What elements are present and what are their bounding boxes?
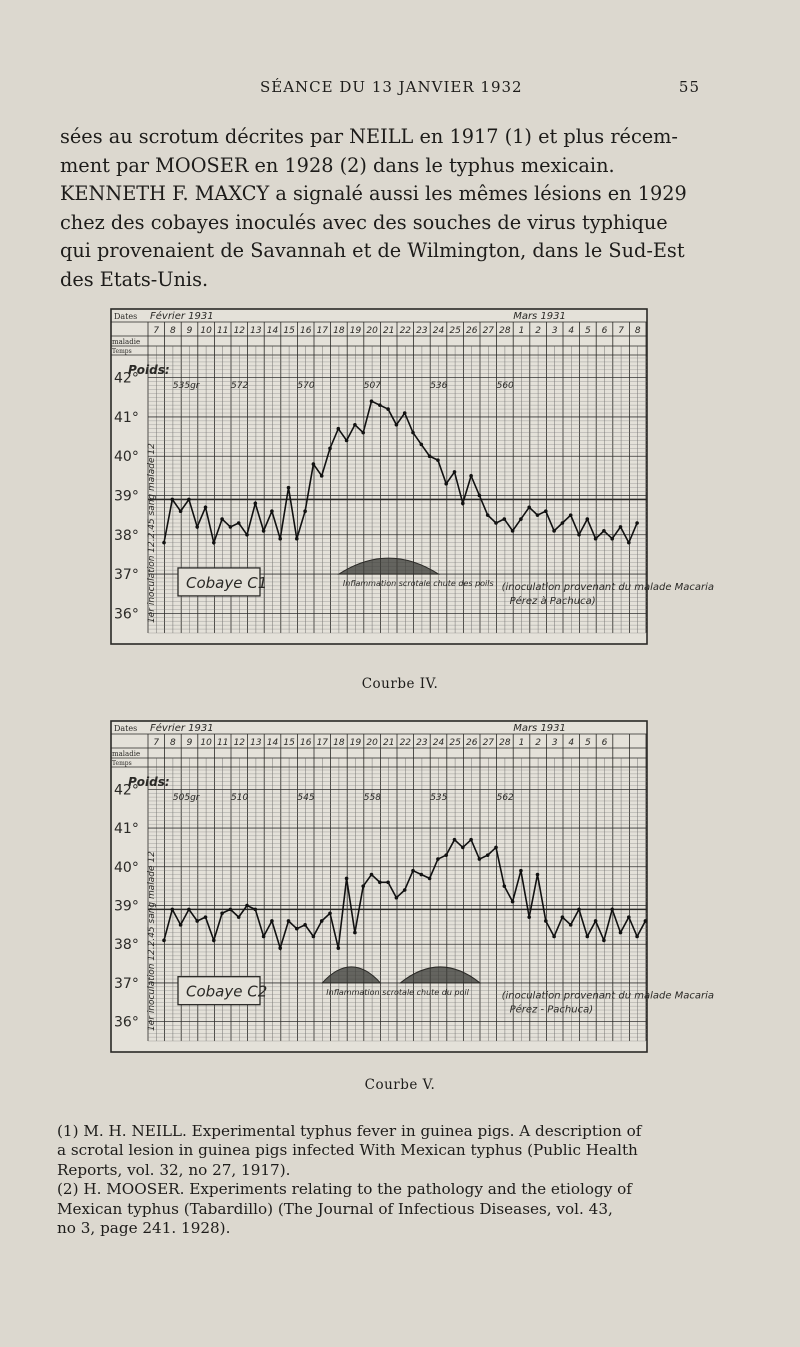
day-number: 5	[585, 326, 591, 336]
temperature-point	[444, 853, 448, 857]
temperature-point	[328, 911, 332, 915]
temperature-point	[320, 474, 324, 478]
day-number: 20	[366, 738, 378, 748]
day-number: 27	[482, 738, 495, 748]
temperature-point	[527, 505, 531, 509]
temps-label: Temps	[112, 760, 132, 767]
day-number: 1	[518, 738, 525, 748]
temperature-point	[469, 474, 473, 478]
temperature-point	[237, 915, 241, 919]
origin-annotation: (inoculation provenant du malade Macaria	[501, 581, 715, 593]
temperature-point	[503, 884, 507, 888]
temperature-point	[461, 502, 465, 506]
temperature-point	[204, 505, 208, 509]
y-tick-label: 42°	[114, 370, 139, 387]
weight-value: 510	[231, 793, 249, 803]
day-number: 7	[153, 326, 160, 336]
temperature-point	[619, 525, 623, 529]
temperature-point	[486, 513, 490, 517]
temperature-point	[287, 919, 291, 923]
origin-annotation: Pérez - Pachuca)	[509, 1004, 594, 1016]
day-number: 6	[601, 738, 608, 748]
footnote-line: Reports, vol. 32, no 27, 1917).	[57, 1160, 291, 1179]
day-number: 18	[333, 326, 345, 336]
temperature-point	[171, 908, 175, 912]
day-number: 14	[266, 738, 279, 748]
day-number: 11	[216, 326, 229, 336]
temperature-point	[270, 509, 274, 513]
temps-label: Temps	[112, 348, 132, 355]
month-label-2: Mars 1931	[513, 723, 566, 734]
day-number: 9	[186, 326, 193, 336]
day-number: 7	[618, 326, 624, 336]
day-number: 8	[634, 326, 641, 336]
y-tick-label: 42°	[114, 782, 139, 799]
origin-annotation: Pérez à Pachuca)	[509, 595, 596, 607]
dates-label: Dates	[114, 724, 138, 733]
temperature-point	[328, 447, 332, 451]
day-number: 1	[518, 326, 525, 336]
temperature-point	[627, 915, 631, 919]
cobaye-label: Cobaye C2	[186, 982, 268, 1001]
temperature-point	[411, 431, 415, 435]
poids-label: Poids:	[128, 363, 170, 377]
y-tick-label: 40°	[114, 449, 139, 466]
day-number: 17	[316, 738, 329, 748]
day-number: 13	[250, 326, 262, 336]
temperature-point	[428, 454, 432, 458]
temperature-point	[312, 935, 316, 939]
maladie-label: maladie	[112, 750, 141, 758]
cobaye-label: Cobaye C1	[186, 573, 268, 592]
temperature-point	[237, 521, 241, 525]
temperature-point	[469, 838, 473, 842]
y-tick-label: 41°	[114, 821, 139, 838]
temperature-point	[627, 541, 631, 545]
temperature-point	[220, 911, 224, 915]
day-number: 10	[200, 326, 212, 336]
day-number: 19	[349, 738, 362, 748]
temperature-point	[295, 927, 299, 931]
temperature-point	[270, 919, 274, 923]
temperature-point	[428, 877, 432, 881]
temperature-point	[337, 946, 341, 950]
day-number: 18	[333, 738, 345, 748]
temperature-point	[536, 873, 540, 877]
caption-courbe-v: Courbe V.	[364, 1077, 436, 1093]
body-line: ment par MOOSER en 1928 (2) dans le typhus mexicain.	[60, 153, 615, 177]
weight-value: 536	[430, 381, 448, 391]
day-number: 28	[499, 738, 511, 748]
temperature-point	[187, 908, 191, 912]
temperature-point	[552, 529, 556, 533]
temperature-point	[403, 888, 407, 892]
y-tick-label: 39°	[114, 898, 139, 915]
month-label-1: Février 1931	[150, 723, 214, 734]
y-tick-label: 38°	[114, 527, 139, 544]
y-tick-label: 37°	[114, 975, 139, 992]
temperature-point	[171, 498, 175, 502]
inoculation-note: 1er inoculation 12.2.45 sang malade 12	[147, 443, 157, 623]
temperature-point	[461, 846, 465, 850]
day-number: 15	[283, 738, 295, 748]
body-line: KENNETH F. MAXCY a signalé aussi les mêmes lésions en 1929	[60, 182, 687, 206]
temperature-point	[295, 537, 299, 541]
footnote-line: Mexican typhus (Tabardillo) (The Journal of Infectious Diseases, vol. 43,	[57, 1199, 613, 1218]
day-number: 22	[399, 738, 412, 748]
poids-label: Poids:	[128, 775, 170, 789]
temperature-point	[320, 919, 324, 923]
temperature-point	[444, 482, 448, 486]
maladie-label: maladie	[112, 338, 141, 346]
temperature-point	[245, 533, 249, 537]
day-number: 28	[499, 326, 511, 336]
temperature-point	[179, 923, 183, 927]
temperature-point	[278, 537, 282, 541]
day-number: 16	[299, 738, 312, 748]
temperature-point	[345, 439, 349, 443]
day-number: 22	[399, 326, 412, 336]
day-number: 17	[316, 326, 329, 336]
temperature-point	[278, 946, 282, 950]
day-number: 20	[366, 326, 378, 336]
temperature-point	[436, 458, 440, 462]
weight-value: 562	[496, 793, 514, 803]
weight-value: 535	[430, 793, 448, 803]
temperature-point	[420, 873, 424, 877]
temperature-point	[577, 908, 581, 912]
day-number: 26	[465, 326, 478, 336]
weight-value: 507	[363, 381, 381, 391]
temperature-point	[220, 517, 224, 521]
body-paragraph	[60, 123, 700, 295]
day-number: 21	[382, 738, 395, 748]
temperature-point	[536, 513, 540, 517]
body-line: qui provenaient de Savannah et de Wilmington, dans le Sud-Est	[60, 239, 685, 263]
temperature-point	[594, 919, 598, 923]
temperature-point	[544, 919, 548, 923]
body-line: des Etats-Unis.	[60, 267, 209, 291]
temperature-point	[303, 509, 307, 513]
day-number: 23	[416, 738, 428, 748]
temperature-point	[486, 853, 490, 857]
body-line: sées au scrotum décrites par NEILL en 1917 (1) et plus récem-	[60, 125, 678, 148]
page-number: 55	[678, 78, 700, 96]
temperature-point	[519, 517, 523, 521]
temperature-point	[337, 427, 341, 431]
temperature-point	[262, 529, 266, 533]
footnote-line: (2) H. MOOSER. Experiments relating to the pathology and the etiology of	[57, 1180, 632, 1199]
temperature-point	[511, 900, 515, 904]
y-tick-label: 36°	[114, 606, 139, 623]
weight-value: 545	[297, 793, 315, 803]
temperature-point	[411, 869, 415, 873]
temperature-chart-v	[110, 720, 715, 1053]
temperature-point	[420, 443, 424, 447]
temperature-point	[353, 423, 357, 427]
temperature-point	[586, 935, 590, 939]
weight-value: 505gr	[172, 793, 200, 803]
temperature-point	[395, 423, 399, 427]
temperature-point	[527, 915, 531, 919]
body-line: chez des cobayes inoculés avec des souches de virus typhique	[60, 210, 668, 234]
day-number: 4	[568, 326, 575, 336]
weight-value: 560	[496, 381, 514, 391]
temperature-point	[494, 521, 498, 525]
footnotes	[57, 1122, 702, 1238]
day-number: 9	[186, 738, 193, 748]
day-number: 2	[535, 738, 541, 748]
day-number: 25	[449, 738, 461, 748]
temperature-point	[561, 915, 565, 919]
y-tick-label: 37°	[114, 567, 139, 584]
weight-value: 558	[363, 793, 381, 803]
day-number: 14	[266, 326, 279, 336]
caption-courbe-iv: Courbe IV.	[361, 676, 439, 692]
weight-value: 572	[231, 381, 249, 391]
temperature-point	[569, 513, 573, 517]
temperature-point	[378, 880, 382, 884]
temperature-point	[453, 470, 457, 474]
day-number: 23	[416, 326, 428, 336]
day-number: 24	[432, 326, 445, 336]
temperature-point	[254, 908, 258, 912]
temperature-point	[303, 923, 307, 927]
temperature-point	[312, 462, 316, 466]
day-number: 7	[153, 738, 160, 748]
day-number: 12	[233, 738, 246, 748]
footnote-line: a scrotal lesion in guinea pigs infected With Mexican typhus (Public Health	[57, 1141, 638, 1160]
temperature-point	[195, 525, 199, 529]
temperature-point	[262, 935, 266, 939]
temperature-point	[552, 935, 556, 939]
temperature-point	[179, 509, 183, 513]
day-number: 11	[216, 738, 229, 748]
temperature-point	[212, 541, 216, 545]
y-tick-label: 41°	[114, 409, 139, 426]
y-tick-label: 38°	[114, 937, 139, 954]
day-number: 24	[432, 738, 445, 748]
temperature-point	[478, 494, 482, 498]
temperature-point	[577, 533, 581, 537]
temperature-point	[370, 399, 374, 403]
day-number: 26	[465, 738, 478, 748]
temperature-point	[511, 529, 515, 533]
temperature-point	[586, 517, 590, 521]
temperature-point	[503, 517, 507, 521]
temperature-point	[436, 857, 440, 861]
dates-label: Dates	[114, 312, 138, 321]
temperature-point	[478, 857, 482, 861]
inoculation-note: 1er inoculation 12.2.45 sang malade 12	[147, 851, 157, 1031]
temperature-point	[386, 407, 390, 411]
weight-value: 535gr	[172, 381, 200, 391]
day-number: 16	[299, 326, 312, 336]
temperature-point	[635, 521, 639, 525]
day-number: 8	[170, 326, 176, 336]
day-number: 3	[551, 738, 558, 748]
month-label-1: Février 1931	[150, 311, 214, 322]
temperature-point	[403, 411, 407, 415]
day-number: 27	[482, 326, 495, 336]
temperature-point	[287, 486, 291, 490]
temperature-point	[644, 919, 648, 923]
temperature-point	[254, 502, 258, 506]
temperature-point	[602, 529, 606, 533]
temperature-point	[386, 880, 390, 884]
temperature-point	[370, 873, 374, 877]
day-number: 15	[283, 326, 295, 336]
temperature-point	[378, 403, 382, 407]
month-label-2: Mars 1931	[513, 311, 566, 322]
temperature-point	[544, 509, 548, 513]
y-tick-label: 40°	[114, 859, 139, 876]
temperature-point	[204, 915, 208, 919]
temperature-point	[187, 498, 191, 502]
temperature-point	[162, 541, 166, 545]
temperature-point	[353, 931, 357, 935]
temperature-point	[635, 935, 639, 939]
origin-annotation: (inoculation provenant du malade Macaria	[501, 990, 715, 1002]
day-number: 13	[250, 738, 262, 748]
temperature-point	[519, 869, 523, 873]
y-tick-label: 39°	[114, 488, 139, 505]
weight-value: 570	[297, 381, 315, 391]
temperature-point	[395, 896, 399, 900]
temperature-point	[602, 939, 606, 943]
header-title: SÉANCE DU 13 JANVIER 1932	[260, 78, 523, 96]
y-tick-label: 36°	[114, 1014, 139, 1031]
day-number: 4	[568, 738, 575, 748]
temperature-point	[229, 525, 233, 529]
temperature-point	[561, 521, 565, 525]
temperature-point	[361, 431, 365, 435]
inflammation-annotation: Inflammation scrotale chute des poils	[342, 579, 494, 589]
temperature-chart-iv	[110, 308, 715, 645]
day-number: 19	[349, 326, 362, 336]
inflammation-annotation: Inflammation scrotale chute du poil	[326, 987, 469, 997]
day-number: 2	[535, 326, 541, 336]
footnote-line: no 3, page 241. 1928).	[57, 1219, 231, 1238]
temperature-point	[610, 537, 614, 541]
day-number: 25	[449, 326, 461, 336]
day-number: 8	[170, 738, 176, 748]
temperature-point	[594, 537, 598, 541]
temperature-point	[345, 877, 349, 881]
temperature-point	[212, 939, 216, 943]
temperature-point	[610, 908, 614, 912]
temperature-point	[195, 919, 199, 923]
temperature-point	[162, 939, 166, 943]
temperature-point	[494, 846, 498, 850]
footnote-line: (1) M. H. NEILL. Experimental typhus fever in guinea pigs. A description of	[57, 1122, 642, 1140]
day-number: 6	[601, 326, 608, 336]
temperature-point	[245, 904, 249, 908]
day-number: 5	[585, 738, 591, 748]
temperature-point	[361, 884, 365, 888]
day-number: 12	[233, 326, 246, 336]
temperature-point	[453, 838, 457, 842]
day-number: 10	[200, 738, 212, 748]
temperature-point	[619, 931, 623, 935]
day-number: 3	[551, 326, 558, 336]
temperature-point	[569, 923, 573, 927]
day-number: 21	[382, 326, 395, 336]
temperature-point	[229, 908, 233, 912]
